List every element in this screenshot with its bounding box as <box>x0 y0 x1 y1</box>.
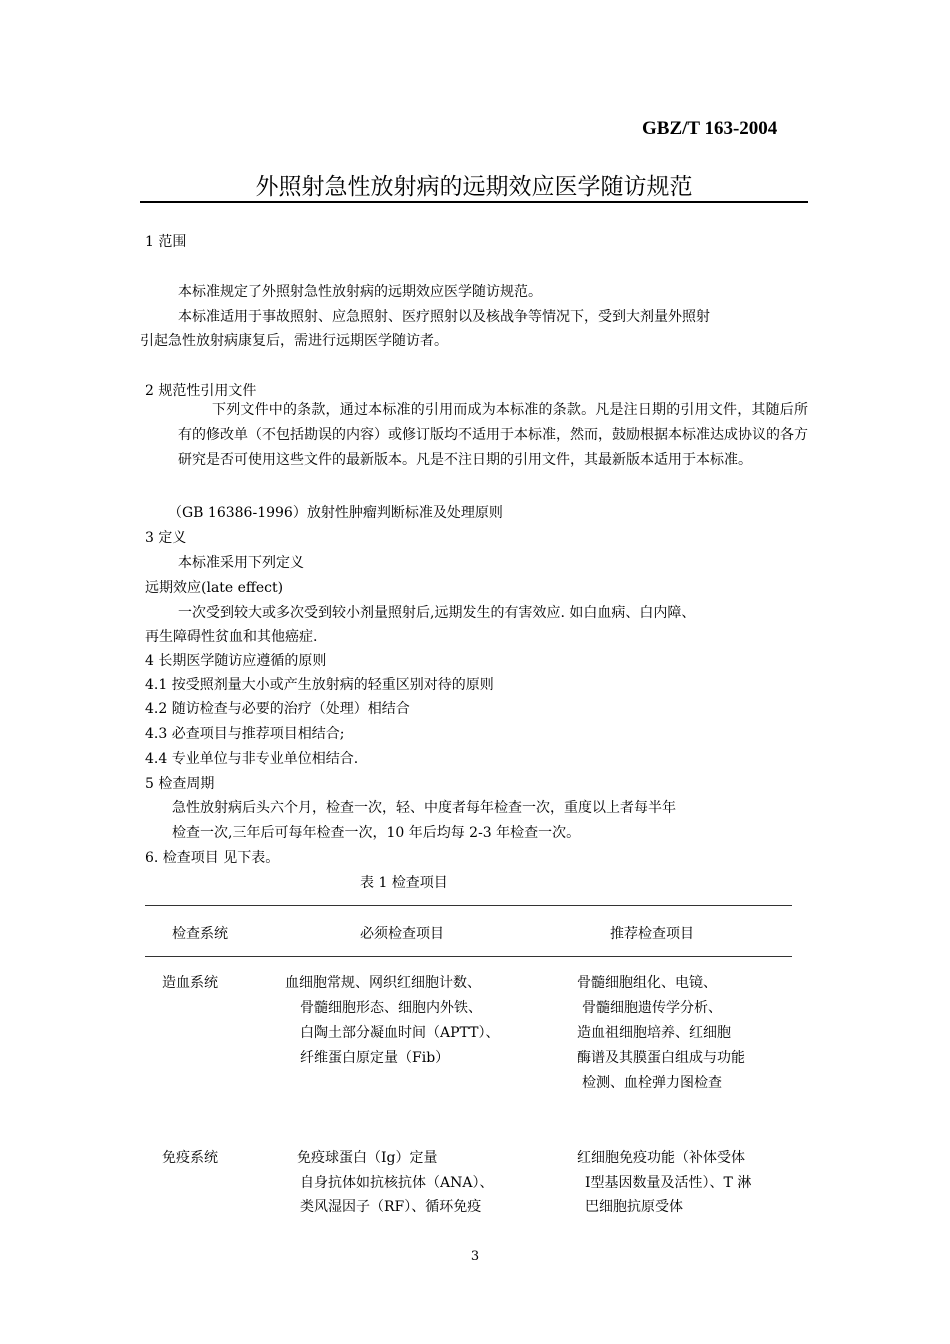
table-row-2-required-1: 免疫球蛋白（Ig）定量 <box>297 1150 438 1166</box>
table-row-1-required-4: 纤维蛋白原定量（Fib） <box>300 1050 450 1066</box>
section-4-1: 4.1 按受照剂量大小或产生放射病的轻重区别对待的原则 <box>145 677 494 693</box>
page-number: 3 <box>470 1249 480 1264</box>
table-row-1-required-2: 骨髓细胞形态、细胞内外铁、 <box>300 1000 482 1016</box>
section-4-2: 4.2 随访检查与必要的治疗（处理）相结合 <box>145 701 410 717</box>
definition-text-line-2: 再生障碍性贫血和其他癌症. <box>145 629 318 645</box>
section-3-heading: 3 定义 <box>145 530 187 546</box>
title-rule <box>140 201 808 203</box>
table-row-2-required-2: 自身抗体如抗核抗体（ANA）、 <box>300 1175 494 1191</box>
section-1-paragraph-1: 本标准规定了外照射急性放射病的远期效应医学随访规范。 <box>178 284 542 300</box>
table-row-1-recommended-4: 酶谱及其膜蛋白组成与功能 <box>577 1050 745 1066</box>
table-top-rule <box>145 905 792 906</box>
section-4-4: 4.4 专业单位与非专业单位相结合. <box>145 751 359 767</box>
section-2-heading: 2 规范性引用文件 <box>145 383 257 399</box>
table-row-1-recommended-5: 检测、血栓弹力图检查 <box>582 1075 722 1091</box>
normative-reference: （GB 16386-1996）放射性肿瘤判断标准及处理原则 <box>168 505 503 521</box>
section-6-heading: 6. 检查项目 见下表。 <box>145 850 280 866</box>
table-row-2-recommended-1: 红细胞免疫功能（补体受体 <box>577 1150 745 1166</box>
definition-text-line-1: 一次受到较大或多次受到较小剂量照射后,远期发生的有害效应. 如白血病、白内障、 <box>178 605 696 621</box>
table-header-rule <box>145 956 792 957</box>
table-caption: 表 1 检查项目 <box>360 875 448 891</box>
table-header-system: 检查系统 <box>172 926 228 942</box>
section-2-paragraph: 下列文件中的条款，通过本标准的引用而成为本标准的条款。凡是注日期的引用文件，其随后所有的修改单（不包括勘误的内容）或修订版均不适用于本标准，然而，鼓励根据本标准达成协议的各方研究是否可使用这些文件的最新版本。凡是不注日期的引用文件，其最新版本适用于本标准。 <box>178 402 808 468</box>
table-row-2-required-3: 类风湿因子（RF）、循环免疫 <box>300 1199 482 1215</box>
section-4-3: 4.3 必查项目与推荐项目相结合; <box>145 726 345 742</box>
table-row-2-recommended-3: 巴细胞抗原受体 <box>585 1199 683 1215</box>
section-4-heading: 4 长期医学随访应遵循的原则 <box>145 653 327 669</box>
table-header-recommended: 推荐检查项目 <box>610 926 694 942</box>
table-header-required: 必须检查项目 <box>360 926 444 942</box>
definition-term: 远期效应(late effect) <box>145 580 284 596</box>
section-5-heading: 5 检查周期 <box>145 776 215 792</box>
table-row-1-required-1: 血细胞常规、网织红细胞计数、 <box>285 975 481 991</box>
table-row-1-system: 造血系统 <box>162 975 218 991</box>
section-5-line-2: 检查一次,三年后可每年检查一次，10 年后均每 2-3 年检查一次。 <box>172 825 581 841</box>
table-row-1-recommended-2: 骨髓细胞遗传学分析、 <box>582 1000 722 1016</box>
section-5-line-1: 急性放射病后头六个月，检查一次，轻、中度者每年检查一次，重度以上者每半年 <box>172 800 676 816</box>
section-3-paragraph: 本标准采用下列定义 <box>178 555 304 571</box>
section-1-paragraph-2-line-1: 本标准适用于事故照射、应急照射、医疗照射以及核战争等情况下，受到大剂量外照射 <box>178 309 710 325</box>
table-row-1-recommended-3: 造血祖细胞培养、红细胞 <box>577 1025 731 1041</box>
table-row-1-recommended-1: 骨髓细胞组化、电镜、 <box>577 975 717 991</box>
document-title: 外照射急性放射病的远期效应医学随访规范 <box>255 174 693 200</box>
table-row-2-system: 免疫系统 <box>162 1150 218 1166</box>
section-1-heading: 1 范围 <box>145 234 187 250</box>
standard-code: GBZ/T 163-2004 <box>642 118 778 139</box>
table-row-2-recommended-2: Ⅰ型基因数量及活性）、T 淋 <box>585 1175 752 1191</box>
section-1-paragraph-2-line-2: 引起急性放射病康复后，需进行远期医学随访者。 <box>140 333 448 349</box>
table-row-1-required-3: 白陶土部分凝血时间（APTT）、 <box>300 1025 500 1041</box>
